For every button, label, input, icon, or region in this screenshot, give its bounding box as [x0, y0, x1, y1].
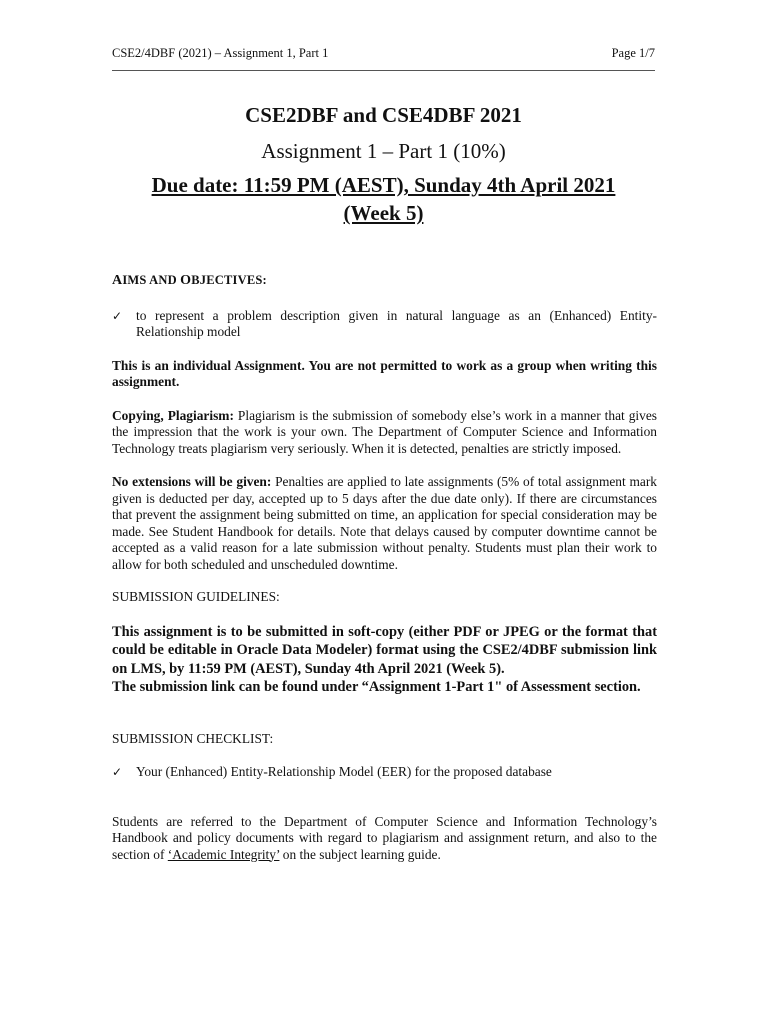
submission-link-location: The submission link can be found under “Assignment 1-Part 1" of Assessment section. [112, 679, 641, 695]
checklist-heading: SUBMISSION CHECKLIST: [112, 730, 274, 746]
aims-heading-o: O [180, 273, 192, 288]
copying-text: Plagiarism is the submission of somebody else’s work in a manner that gives the impression that the work is your own. The Department of Computer Science and Information Technology treats plagiarism very seriously. When it is detected, penalties are strictly imposed. [112, 407, 658, 456]
policy-note [112, 814, 657, 864]
checkmark-icon: ✓ [112, 765, 123, 779]
policy-note-after: on the subject learning guide. [279, 846, 441, 862]
submission-guidelines [112, 623, 657, 697]
header-divider [112, 70, 655, 71]
individual-notice: This is an individual Assignment. You are not permitted to work as a group when writing this assignment. [112, 357, 657, 389]
checkmark-icon: ✓ [112, 308, 123, 323]
assignment-title: Assignment 1 – Part 1 (10%) [261, 139, 506, 163]
document-body [112, 272, 657, 863]
copying-paragraph [112, 408, 657, 458]
aims-heading-ims: IMS AND [122, 273, 181, 287]
checklist-item-text: Your (Enhanced) Entity-Relationship Model (EER) for the proposed database [136, 764, 552, 779]
extensions-label: No extensions will be given: [112, 474, 272, 489]
due-date-week: (Week 5) [343, 201, 424, 225]
aims-heading-rest: BJECTIVES: [191, 273, 267, 287]
extensions-text: Penalties are applied to late assignments (5% of total assignment mark given is deducted per day, accepted up to 5 days after the due date only). If there are circumstances that prevent the assignment being submitted on time, an application for special consideration may be made. See Student Handbook for details. Note that delays caused by computer downtime cannot be accepted as a valid reason for a late submission without penalty. Students must plan their work to allow for both scheduled and unscheduled downtime. [112, 474, 657, 572]
due-date-line: Due date: 11:59 PM (AEST), Sunday 4th April 2021 [151, 173, 616, 197]
copying-label: Copying, Plagiarism: [112, 407, 234, 423]
policy-note-before: Students are referred to the Department of Computer Science and Information Technology’s Handbook and policy documents with regard to plagiarism and assignment return, and also to the section of [112, 813, 657, 862]
header-page-number: Page 1/7 [611, 46, 655, 60]
title-block [112, 100, 655, 226]
aims-item-text: to represent a problem description given in natural language as an (Enhanced) Entity-Relationship model [136, 307, 657, 339]
header-course-label: CSE2/4DBF (2021) – Assignment 1, Part 1 [112, 46, 329, 60]
course-title: CSE2DBF and CSE4DBF 2021 [245, 103, 522, 127]
aims-list-item [112, 308, 657, 341]
academic-integrity-link[interactable]: ‘Academic Integrity’ [167, 846, 280, 862]
checklist-item [112, 764, 657, 781]
aims-heading [112, 272, 657, 290]
extensions-paragraph [112, 474, 657, 573]
aims-heading-a: A [112, 273, 123, 288]
submission-text: This assignment is to be submitted in soft-copy (either PDF or JPEG or the format that could be editable in Oracle Data Modeler) format using the CSE2/4DBF submission link on LMS, by 11:59 PM (AEST), Sunday 4th April 2021 (Week 5). [112, 623, 657, 677]
submission-heading: SUBMISSION GUIDELINES: [112, 589, 280, 604]
